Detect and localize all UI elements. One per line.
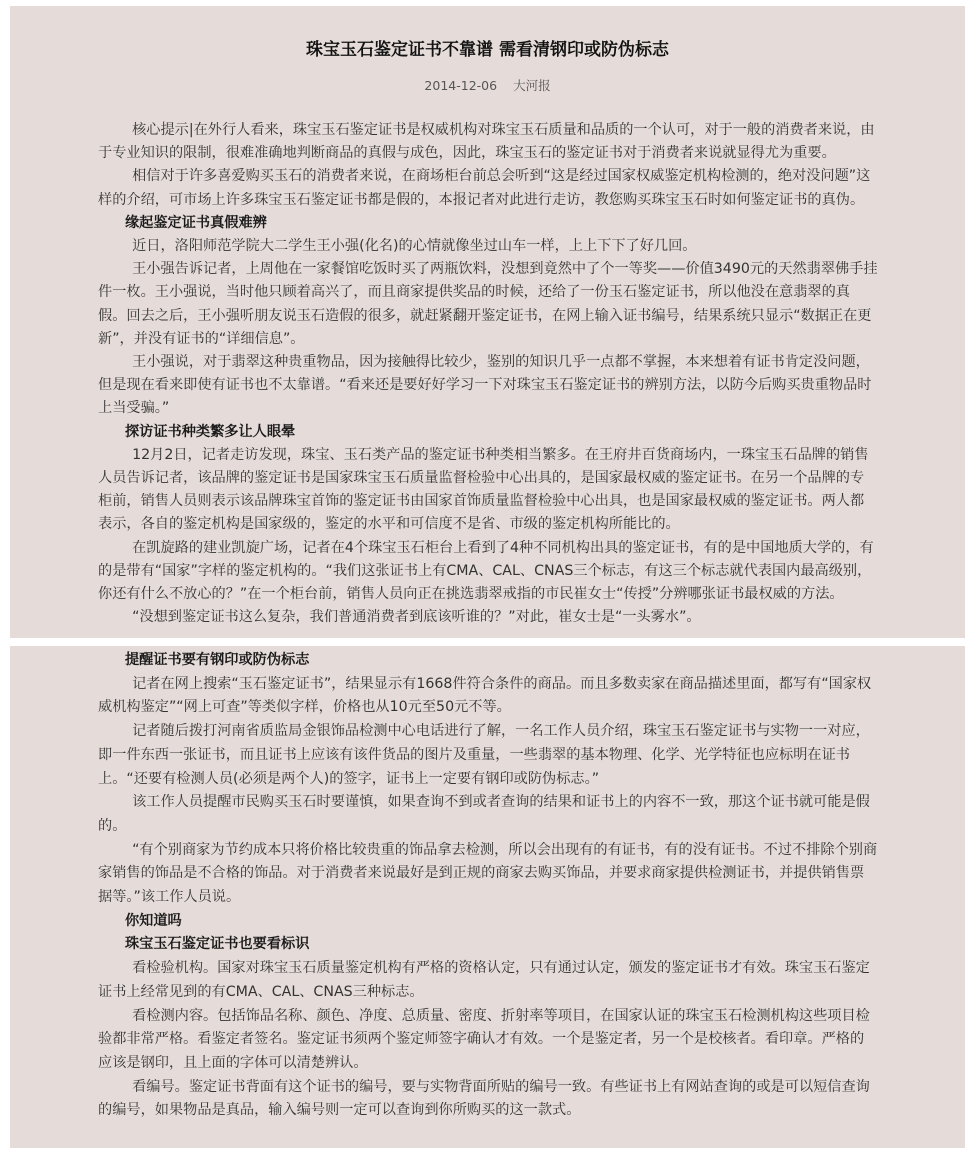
paragraph: 相信对于许多喜爱购买玉石的消费者来说，在商场柜台前总会听到“这是经过国家权威鉴定机构检测的，绝对没问题”这样的介绍，可市场上许多珠宝玉石鉴定证书都是假的，本报记者对此进行走访，教您购买珠宝玉石时如何鉴定证书的真伪。 [98, 168, 871, 208]
paragraph: 王小强告诉记者，上周他在一家餐馆吃饭时买了两瓶饮料，没想到竟然中了个一等奖——价值3490元的天然翡翠佛手挂件一枚。王小强说，当时他只顾着高兴了，而且商家提供奖品的时候，还给了一份玉石鉴定证书，所以他没在意翡翠的真假。回去之后，王小强听朋友说玉石造假的很多，就赶紧翻开鉴定证书，在网上输入证书编号，结果系统只显示“数据正在更新”，并没有证书的“详细信息”。 [98, 261, 878, 347]
paragraph: 该工作人员提醒市民购买玉石时要谨慎，如果查询不到或者查询的结果和证书上的内容不一致，那这个证书就可能是假的。 [98, 794, 870, 834]
article-panel-bottom [10, 646, 965, 1148]
paragraph: 记者在网上搜索“玉石鉴定证书”，结果显示有1668件符合条件的商品。而且多数卖家在商品描述里面，都写有“国家权威机构鉴定”“网上可查”等类似字样，价格也从10元至50元不等。 [98, 675, 872, 716]
section-heading: 缘起鉴定证书真假难辨 [124, 214, 267, 231]
article-body-bottom [98, 649, 878, 1123]
paragraph: 12月2日，记者走访发现，珠宝、玉石类产品的鉴定证书种类相当繁多。在王府井百货商场内，一珠宝玉石品牌的销售人员告诉记者，该品牌的鉴定证书是国家珠宝玉石质量监督检验中心出具的，是国家最权威的鉴定证书。在另一个品牌的专柜前，销售人员则表示该品牌珠宝首饰的鉴定证书由国家首饰质量监督检验中心出具，也是国家最权威的鉴定证书。两人都表示，各自的鉴定机构是国家级的，鉴定的水平和可信度不是省、市级的鉴定机构所能比的。 [98, 446, 869, 533]
paragraph: 近日，洛阳师范学院大二学生王小强(化名)的心情就像坐过山车一样，上上下下了好几回。 [132, 238, 697, 255]
article-date: 2014-12-06 [424, 78, 498, 93]
paragraph: 王小强说，对于翡翠这种贵重物品，因为接触得比较少，鉴别的知识几乎一点都不掌握，本来想着有证书肯定没问题，但是现在看来即使有证书也不太靠谱。“看来还是要好好学习一下对珠宝玉石鉴定证书的辨别方法，以防今后购买贵重物品时上当受骗。” [98, 354, 872, 417]
paragraph: “没想到鉴定证书这么复杂，我们普通消费者到底该听谁的？”对此，崔女士是“一头雾水”。 [132, 609, 701, 626]
section-heading: 你知道吗 [124, 912, 182, 929]
paragraph: 看编号。鉴定证书背面有这个证书的编号，要与实物背面所贴的编号一致。有些证书上有网站查询的或是可以短信查询的编号，如果物品是真品，输入编号则一定可以查询到你所购买的这一款式。 [98, 1078, 870, 1119]
article-body-top [98, 119, 878, 629]
article-title: 珠宝玉石鉴定证书不靠谱 需看清钢印或防伪标志 [306, 40, 669, 60]
paragraph: “有个别商家为节约成本只将价格比较贵重的饰品拿去检测，所以会出现有的有证书，有的没有证书。不过不排除个别商家销售的饰品是不合格的饰品。对于消费者来说最好是到正规的商家去购买饰品，并要求商家提供检测证书，并提供销售票据等。”该工作人员说。 [98, 841, 878, 906]
paragraph: 看检测内容。包括饰品名称、颜色、净度、总质量、密度、折射率等项目，在国家认证的珠宝玉石检测机构这些项目检验都非常严格。看鉴定者签名。鉴定证书须两个鉴定师签字确认才有效。一个是鉴定者，另一个是校核者。看印章。严格的应该是钢印，且上面的字体可以清楚辨认。 [98, 1007, 870, 1071]
article-source: 大河报 [513, 78, 551, 93]
section-heading: 珠宝玉石鉴定证书也要看标识 [124, 936, 310, 953]
section-heading: 提醒证书要有钢印或防伪标志 [124, 652, 310, 668]
paragraph: 看检验机构。国家对珠宝玉石质量鉴定机构有严格的资格认定，只有通过认定，颁发的鉴定证书才有效。珠宝玉石鉴定证书上经常见到的有CMA、CAL、CNAS三种标志。 [98, 960, 870, 1000]
section-heading: 探访证书种类繁多让人眼晕 [124, 423, 296, 440]
article-panel-top [10, 6, 965, 638]
paragraph: 记者随后拨打河南省质监局金银饰品检测中心电话进行了解，一名工作人员介绍，珠宝玉石鉴定证书与实物一一对应，即一件东西一张证书，而且证书上应该有该件货品的图片及重量，一些翡翠的基本物理、化学、光学特征也应标明在证书上。“还要有检测人员(必须是两个人)的签字，证书上一定要有钢印或防伪标志。” [98, 723, 870, 787]
article-meta [10, 76, 965, 94]
paragraph: 核心提示|在外行人看来，珠宝玉石鉴定证书是权威机构对珠宝玉石质量和品质的一个认可，对于一般的消费者来说，由于专业知识的限制，很难准确地判断商品的真假与成色，因此，珠宝玉石的鉴定证书对于消费者来说就显得尤为重要。 [98, 122, 875, 162]
paragraph: 在凯旋路的建业凯旋广场，记者在4个珠宝玉石柜台上看到了4种不同机构出具的鉴定证书，有的是中国地质大学的，有的是带有“国家”字样的鉴定机构的。“我们这张证书上有CMA、CAL、CNAS三个标志，有这三个标志就代表国内最高级别，你还有什么不放心的？”在一个柜台前，销售人员向正在挑选翡翠戒指的市民崔女士“传授”分辨哪张证书最权威的方法。 [98, 539, 874, 603]
